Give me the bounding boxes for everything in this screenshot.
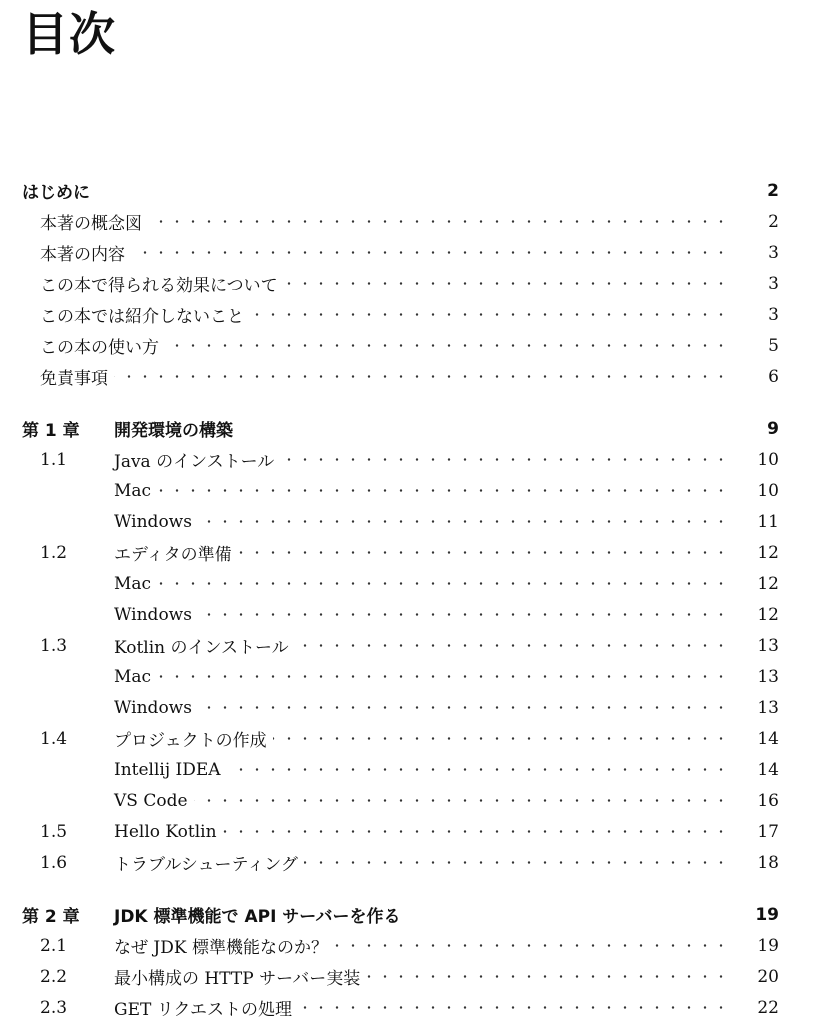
toc-entry-number: 2.2 bbox=[40, 966, 68, 987]
dot-leader bbox=[238, 537, 729, 568]
toc-entry-number: 1.4 bbox=[40, 728, 68, 749]
dot-leader bbox=[148, 206, 729, 237]
toc-entry-page-number: 10 bbox=[757, 480, 779, 501]
toc-entry-page-number: 17 bbox=[757, 821, 779, 842]
toc-entry[interactable] bbox=[0, 475, 817, 506]
toc-entry-page-number: 3 bbox=[768, 304, 779, 325]
toc-entry-number: 1.1 bbox=[40, 449, 68, 470]
toc-entry-page-number: 13 bbox=[757, 697, 779, 718]
toc-entry-title: 開発環境の構築 bbox=[114, 416, 239, 441]
dot-leader bbox=[198, 692, 729, 723]
dot-leader bbox=[194, 785, 729, 816]
toc-entry-title: Windows bbox=[114, 605, 198, 625]
toc-entry[interactable] bbox=[0, 330, 817, 361]
toc-entry-number: 1.2 bbox=[40, 542, 68, 563]
toc-entry[interactable] bbox=[0, 847, 817, 878]
toc-entry[interactable] bbox=[0, 444, 817, 475]
toc-entry-number: 2.1 bbox=[40, 935, 68, 956]
toc-entry-title: 最小構成の HTTP サーバー実装 bbox=[114, 964, 366, 989]
toc-entry-title: Java のインストール bbox=[114, 447, 280, 472]
dot-leader bbox=[131, 237, 729, 268]
toc-entry-title: 免責事項 bbox=[40, 364, 114, 389]
toc-entry-page-number: 12 bbox=[757, 604, 779, 625]
dot-leader bbox=[280, 444, 729, 475]
toc-entry-page-number: 3 bbox=[768, 242, 779, 263]
toc-entry-title: Intellij IDEA bbox=[114, 760, 227, 780]
toc-entry-title: Mac bbox=[114, 481, 157, 501]
toc-entry-number: 1.3 bbox=[40, 635, 68, 656]
dot-leader bbox=[165, 330, 729, 361]
toc-entry-title: Hello Kotlin bbox=[114, 822, 223, 842]
toc-entry-page-number: 12 bbox=[757, 573, 779, 594]
page-title: 目次 bbox=[22, 7, 116, 61]
toc-entry[interactable] bbox=[0, 630, 817, 661]
toc-entry-page-number: 5 bbox=[768, 335, 779, 356]
toc-entry-page-number: 14 bbox=[757, 759, 779, 780]
toc-entry-title: Kotlin のインストール bbox=[114, 633, 295, 658]
toc-entry[interactable] bbox=[0, 816, 817, 847]
toc-entry-title: この本では紹介しないこと bbox=[40, 302, 250, 327]
toc-entry-page-number: 9 bbox=[767, 418, 779, 439]
toc-entry[interactable] bbox=[0, 268, 817, 299]
dot-leader bbox=[157, 661, 729, 692]
toc-entry-page-number: 16 bbox=[757, 790, 779, 811]
toc-entry[interactable] bbox=[0, 237, 817, 268]
toc-entry[interactable] bbox=[0, 930, 817, 961]
toc-entry[interactable] bbox=[0, 361, 817, 392]
toc-entry-page-number: 12 bbox=[757, 542, 779, 563]
toc-entry[interactable] bbox=[0, 692, 817, 723]
dot-leader bbox=[157, 475, 729, 506]
toc-entry-page-number: 10 bbox=[757, 449, 779, 470]
toc-entry-title: VS Code bbox=[114, 791, 194, 811]
toc-entry[interactable] bbox=[0, 785, 817, 816]
toc-entry-title: トラブルシューティング bbox=[114, 850, 304, 875]
toc-entry-page-number: 19 bbox=[757, 935, 779, 956]
toc-entry-page-number: 2 bbox=[767, 180, 779, 201]
toc-entry-page-number: 19 bbox=[755, 904, 779, 925]
toc-entry-page-number: 13 bbox=[757, 666, 779, 687]
toc-entry-title: なぜ JDK 標準機能なのか？ bbox=[114, 933, 334, 958]
toc-entry-title: Windows bbox=[114, 512, 198, 532]
dot-leader bbox=[273, 723, 729, 754]
toc-entry-page-number: 3 bbox=[768, 273, 779, 294]
toc-entry-title: Mac bbox=[114, 574, 157, 594]
dot-leader bbox=[198, 599, 729, 630]
toc-entry[interactable] bbox=[0, 899, 817, 930]
toc-entry-page-number: 2 bbox=[768, 211, 779, 232]
toc-entry[interactable] bbox=[0, 992, 817, 1023]
toc-entry-page-number: 13 bbox=[757, 635, 779, 656]
toc-entry-title: はじめに bbox=[22, 178, 96, 203]
toc-entry-title: 本著の内容 bbox=[40, 240, 131, 265]
toc-entry[interactable] bbox=[0, 175, 817, 206]
toc-entry[interactable] bbox=[0, 506, 817, 537]
toc-entry-number: 2.3 bbox=[40, 997, 68, 1018]
toc-entry-page-number: 14 bbox=[757, 728, 779, 749]
toc-entry-number: 1.5 bbox=[40, 821, 68, 842]
toc-entry-page-number: 20 bbox=[757, 966, 779, 987]
toc-entry-title: Windows bbox=[114, 698, 198, 718]
dot-leader bbox=[114, 361, 729, 392]
dot-leader bbox=[334, 930, 729, 961]
toc-entry-page-number: 22 bbox=[757, 997, 779, 1018]
dot-leader bbox=[198, 506, 729, 537]
toc-entry-title: GET リクエストの処理 bbox=[114, 995, 298, 1020]
dot-leader bbox=[295, 630, 729, 661]
toc-entry-number: 第 1 章 bbox=[22, 421, 80, 441]
toc-entry-number: 1.6 bbox=[40, 852, 68, 873]
toc-entry[interactable] bbox=[0, 661, 817, 692]
toc-entry-title: JDK 標準機能で API サーバーを作る bbox=[114, 902, 406, 927]
toc-entry-number: 第 2 章 bbox=[22, 907, 80, 927]
toc-entry[interactable] bbox=[0, 754, 817, 785]
toc-entry-page-number: 6 bbox=[768, 366, 779, 387]
dot-leader bbox=[366, 961, 729, 992]
toc-entry-page-number: 18 bbox=[757, 852, 779, 873]
dot-leader bbox=[250, 299, 729, 330]
toc-entry[interactable] bbox=[0, 206, 817, 237]
dot-leader bbox=[223, 816, 729, 847]
toc-entry[interactable] bbox=[0, 568, 817, 599]
toc-entry-title: この本で得られる効果について bbox=[40, 271, 284, 296]
toc-entry-title: プロジェクトの作成 bbox=[114, 726, 273, 751]
toc-entry[interactable] bbox=[0, 599, 817, 630]
toc-entry[interactable] bbox=[0, 299, 817, 330]
toc-entry[interactable] bbox=[0, 413, 817, 444]
dot-leader bbox=[157, 568, 729, 599]
table-of-contents bbox=[0, 175, 817, 1023]
toc-entry-title: この本の使い方 bbox=[40, 333, 165, 358]
toc-entry-page-number: 11 bbox=[757, 511, 779, 532]
toc-entry[interactable] bbox=[0, 961, 817, 992]
toc-entry-title: エディタの準備 bbox=[114, 540, 238, 565]
dot-leader bbox=[227, 754, 729, 785]
dot-leader bbox=[304, 847, 729, 878]
toc-entry-title: 本著の概念図 bbox=[40, 209, 148, 234]
toc-entry-title: Mac bbox=[114, 667, 157, 687]
dot-leader bbox=[284, 268, 729, 299]
toc-entry[interactable] bbox=[0, 537, 817, 568]
toc-entry[interactable] bbox=[0, 723, 817, 754]
dot-leader bbox=[298, 992, 729, 1023]
